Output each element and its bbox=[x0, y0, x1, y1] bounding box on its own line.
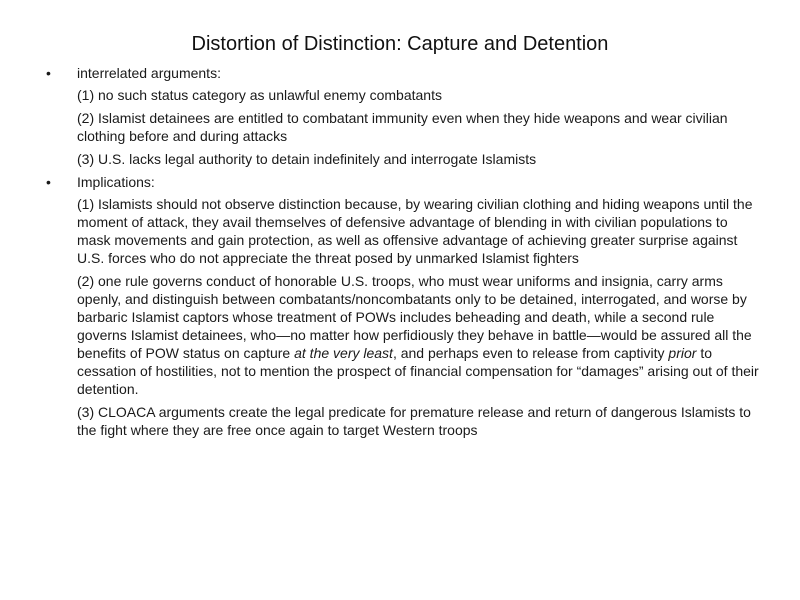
bullet-dot-icon: • bbox=[46, 174, 51, 190]
implication-emphasis: at the very least bbox=[294, 345, 393, 361]
implication-text: to cessation of hostilities, not to mention the prospect of financial compensation for “damages” arising out of their detention. bbox=[77, 345, 759, 397]
implication-item bbox=[77, 272, 760, 398]
implication-emphasis: prior bbox=[668, 345, 697, 361]
bullet-heading: Implications: bbox=[77, 174, 155, 190]
implication-text: (2) one rule governs conduct of honorable U.S. troops, who must wear uniforms and insignia, carry arms openly, and distinguish between combatants/noncombatants only to be detained, interrogated, and worse by barbaric Islamist captors whose treatment of POWs includes beheading and death, while a second rule governs Islamist detainees, who—no matter how perfidiously they behave in battle—would be assured all the benefits of POW status on capture bbox=[77, 273, 752, 361]
bullet-heading: interrelated arguments: bbox=[77, 65, 221, 81]
slide-body bbox=[40, 64, 760, 444]
implication-item: (1) Islamists should not observe distinction because, by wearing civilian clothing and hiding weapons until the moment of attack, they avail themselves of defensive advantage of blending in with civilian populations to mask movements and gain protection, as well as offensive advantage of achieving greater surprise against U.S. forces who do not appreciate the threat posed by unmarked Islamist fighters bbox=[77, 196, 753, 266]
bullet-implications bbox=[40, 173, 760, 191]
implication-item: (3) CLOACA arguments create the legal predicate for premature release and return of dangerous Islamists to the fight where they are free once again to target Western troops bbox=[77, 404, 751, 438]
argument-item: (1) no such status category as unlawful enemy combatants bbox=[77, 87, 442, 103]
bullet-interrelated-arguments bbox=[40, 64, 760, 82]
argument-item: (2) Islamist detainees are entitled to combatant immunity even when they hide weapons and wear civilian clothing before and during attacks bbox=[77, 110, 728, 144]
argument-item: (3) U.S. lacks legal authority to detain indefinitely and interrogate Islamists bbox=[77, 151, 537, 167]
slide-title: Distortion of Distinction: Capture and Detention bbox=[191, 33, 609, 55]
implication-text: , and perhaps even to release from captivity bbox=[392, 345, 669, 361]
bullet-dot-icon: • bbox=[46, 65, 51, 81]
